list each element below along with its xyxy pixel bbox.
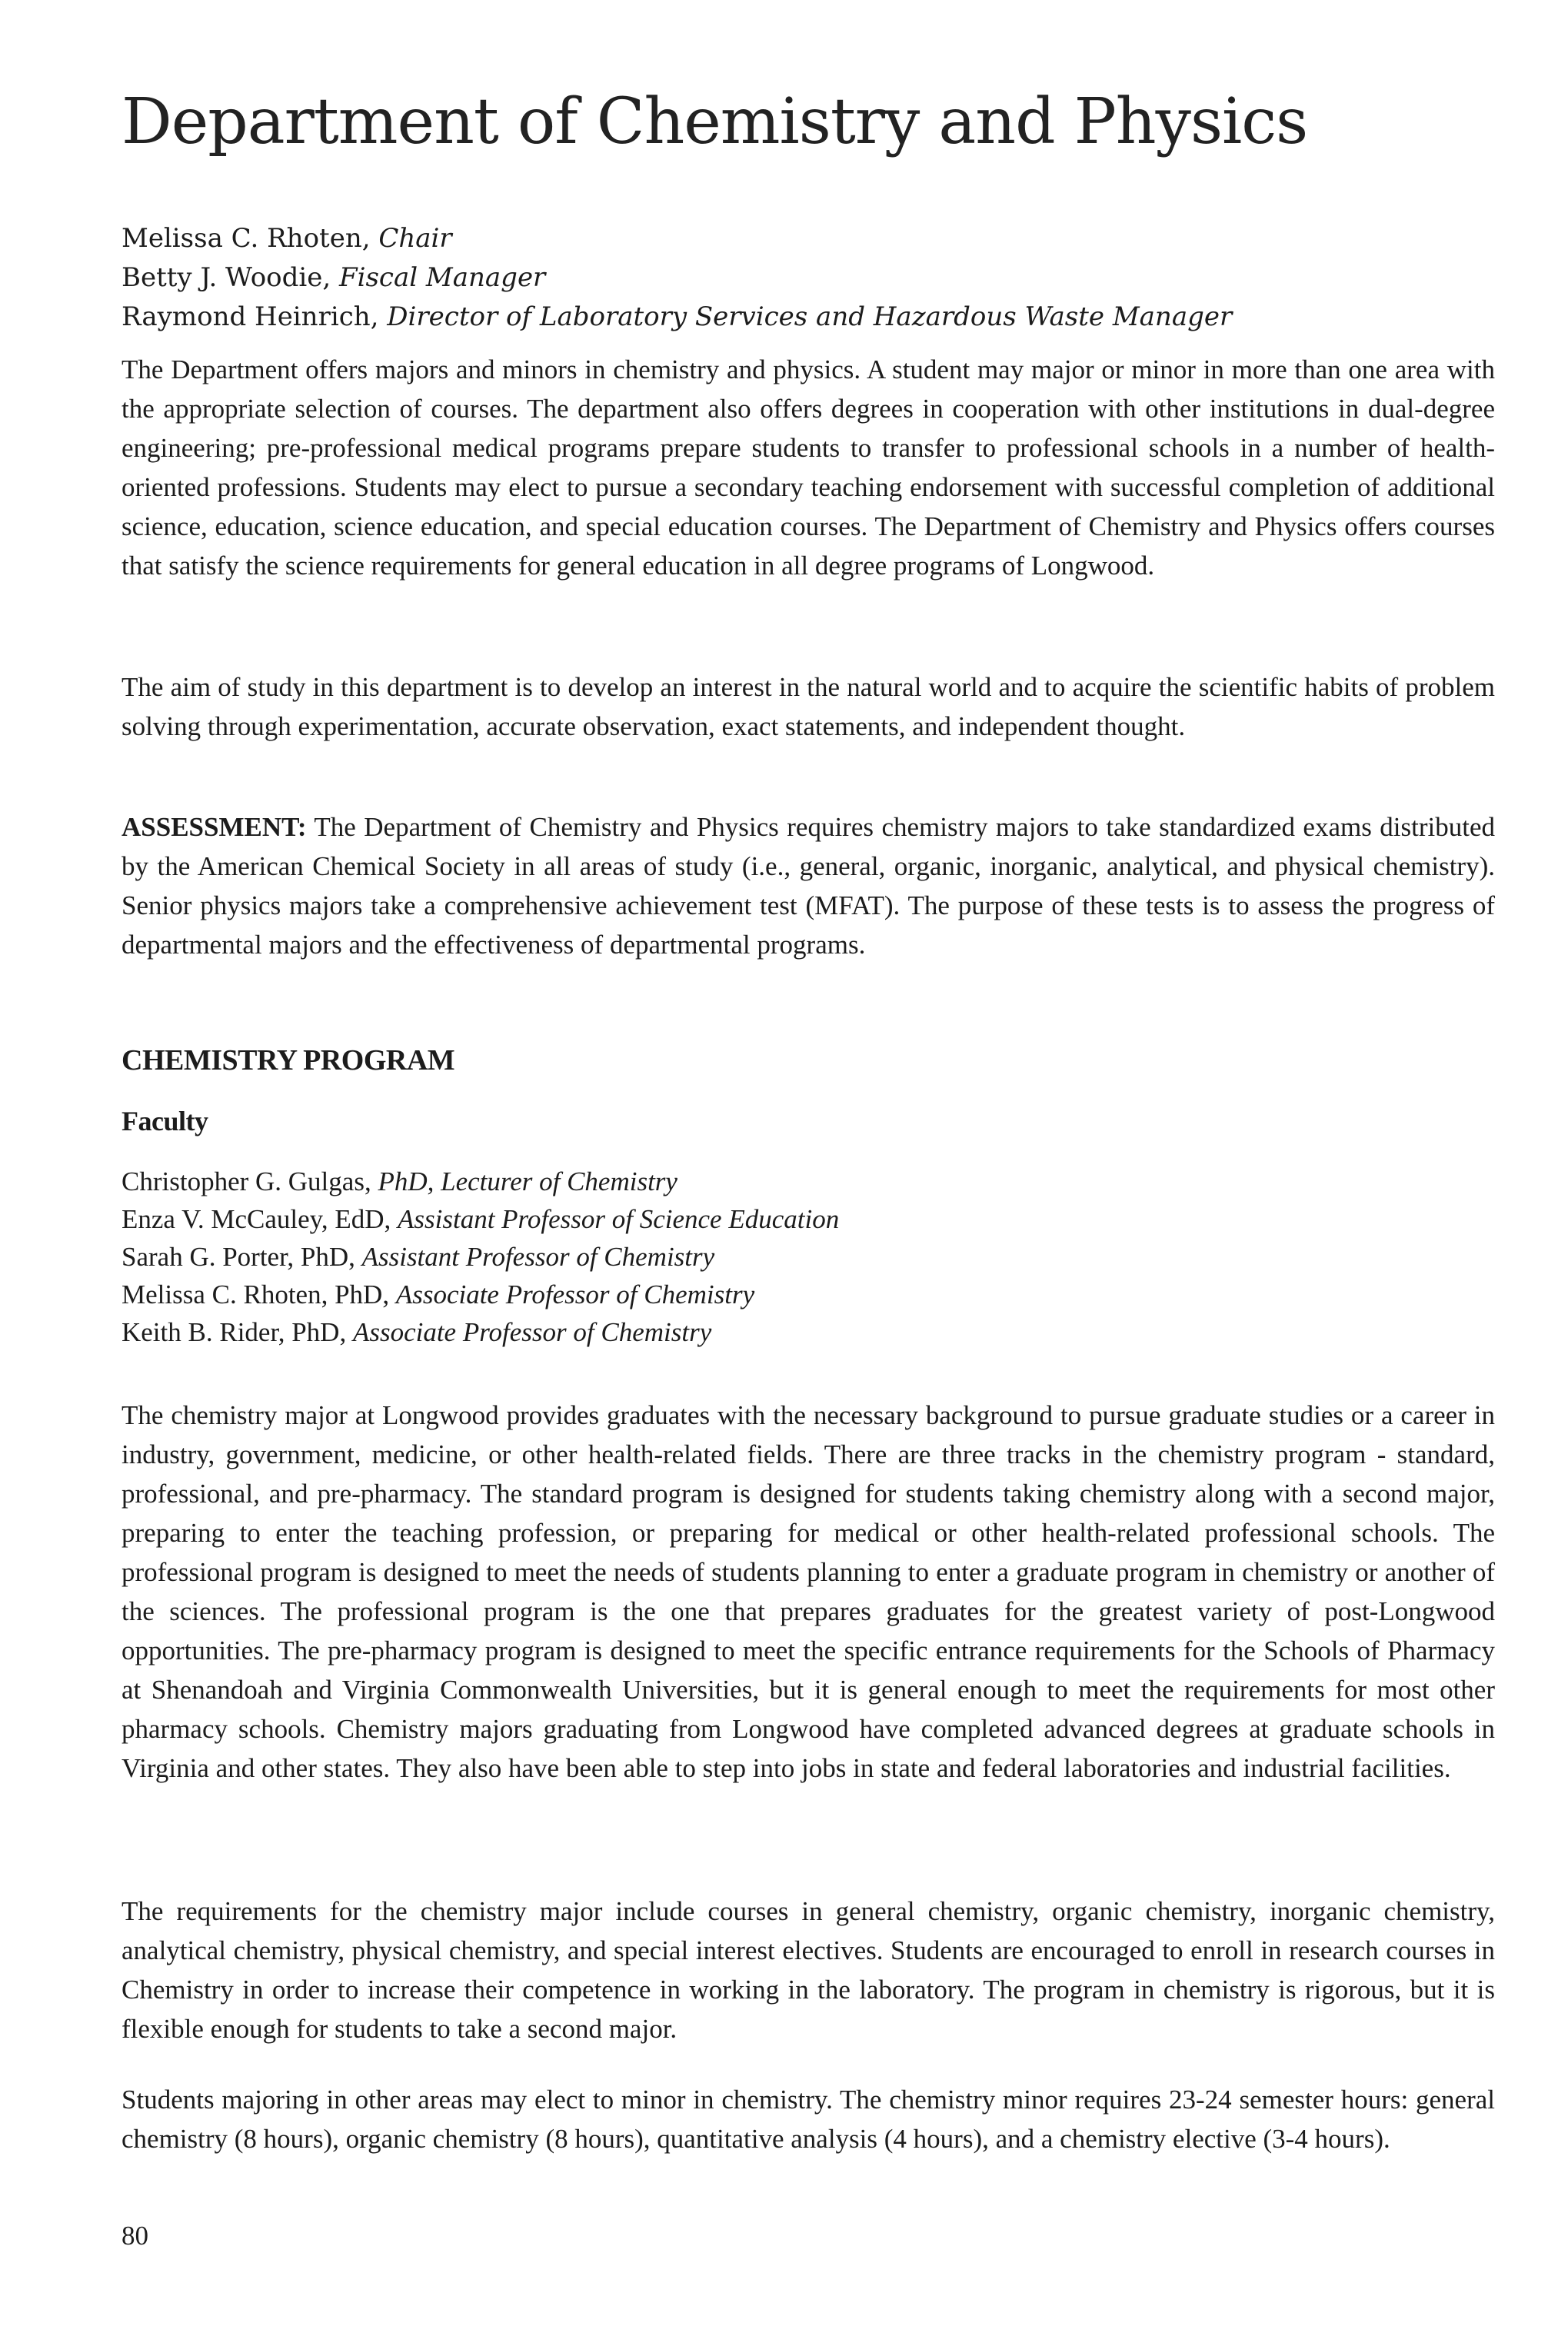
faculty-entry [122, 1238, 839, 1276]
faculty-list [122, 1163, 839, 1351]
assessment-text: The Department of Chemistry and Physics requires chemistry majors to take standardized exams distributed by the American Chemical Society in all areas of study (i.e., general, organic, inorganic, analytical, and physical chemistry). Senior physics majors take a comprehensive achievement test (MFAT). The purpose of these tests is to assess the progress of departmental majors and the effectiveness of departmental programs. [122, 812, 1495, 960]
faculty-title: PhD, Lecturer of Chemistry [378, 1166, 677, 1196]
staff-entry [122, 298, 1232, 337]
aim-paragraph: The aim of study in this department is to develop an interest in the natural world and to acquire the scientific habits of problem solving through experimentation, accurate observation, exact statements, and independent thought. [122, 672, 1495, 741]
faculty-name: Enza V. McCauley, EdD, [122, 1204, 398, 1234]
staff-list [122, 219, 1232, 337]
faculty-title: Assistant Professor of Science Education [398, 1204, 840, 1234]
intro-paragraph: The Department offers majors and minors in chemistry and physics. A student may major or minor in more than one area with the appropriate selection of courses. The department also offers degrees in cooperation with other institutions in dual-degree engineering; pre-professional medical programs prepare students to transfer to professional schools in a number of health-oriented professions. Students may elect to pursue a secondary teaching endorsement with successful completion of additional science, education, science education, and special education courses. The Department of Chemistry and Physics offers courses that satisfy the science requirements for general education in all degree programs of Longwood. [122, 354, 1495, 581]
faculty-entry [122, 1163, 839, 1200]
faculty-name: Christopher G. Gulgas, [122, 1166, 378, 1196]
faculty-title: Associate Professor of Chemistry [352, 1317, 712, 1347]
faculty-name: Melissa C. Rhoten, PhD, [122, 1279, 396, 1309]
faculty-title: Associate Professor of Chemistry [395, 1279, 755, 1309]
staff-name: Melissa C. Rhoten, [122, 223, 379, 254]
chemistry-program-heading: CHEMISTRY PROGRAM [122, 1044, 455, 1076]
faculty-heading: Faculty [122, 1106, 208, 1136]
faculty-name: Keith B. Rider, PhD, [122, 1317, 353, 1347]
faculty-entry [122, 1313, 839, 1351]
staff-name: Raymond Heinrich, [122, 301, 388, 332]
requirements-paragraph: The requirements for the chemistry major include courses in general chemistry, organic chemistry, inorganic chemistry, analytical chemistry, physical chemistry, and special interest electives. Students are encouraged to enroll in research courses in Chemistry in order to increase their competence in working in the laboratory. The program in chemistry is rigorous, but it is flexible enough for students to take a second major. [122, 1896, 1495, 2044]
staff-entry [122, 258, 1232, 298]
faculty-title: Assistant Professor of Chemistry [361, 1242, 715, 1272]
staff-role: Chair [378, 223, 452, 254]
faculty-entry [122, 1276, 839, 1313]
page-title: Department of Chemistry and Physics [122, 85, 1308, 158]
faculty-entry [122, 1200, 839, 1238]
minor-paragraph: Students majoring in other areas may elect to minor in chemistry. The chemistry minor requires 23-24 semester hours: general chemistry (8 hours), organic chemistry (8 hours), quantitative analysis (4 hours), and a chemistry elective (3-4 hours). [122, 2085, 1495, 2154]
assessment-label: ASSESSMENT: [122, 812, 307, 842]
staff-name: Betty J. Woodie, [122, 262, 340, 293]
assessment-paragraph [122, 807, 1495, 964]
faculty-name: Sarah G. Porter, PhD, [122, 1242, 362, 1272]
staff-role: Fiscal Manager [339, 262, 546, 293]
chemistry-major-paragraph: The chemistry major at Longwood provides graduates with the necessary background to pursue graduate studies or a career in industry, government, medicine, or other health-related fields. There are three tracks in the chemistry program - standard, professional, and pre-pharmacy. The standard program is designed for students taking chemistry along with a second major, preparing to enter the teaching profession, or preparing for medical or other health-related professional schools. The professional program is designed to meet the needs of students planning to enter a graduate program in chemistry or another of the sciences. The professional program is the one that prepares graduates for the greatest variety of post-Longwood opportunities. The pre-pharmacy program is designed to meet the specific entrance requirements for the Schools of Pharmacy at Shenandoah and Virginia Commonwealth Universities, but it is general enough to meet the requirements for most other pharmacy schools. Chemistry majors graduating from Longwood have completed advanced degrees at graduate schools in Virginia and other states. They also have been able to step into jobs in state and federal laboratories and industrial facilities. [122, 1400, 1495, 1783]
page-number: 80 [122, 2221, 148, 2251]
staff-role: Director of Laboratory Services and Hazardous Waste Manager [387, 301, 1233, 332]
staff-entry [122, 219, 1232, 258]
